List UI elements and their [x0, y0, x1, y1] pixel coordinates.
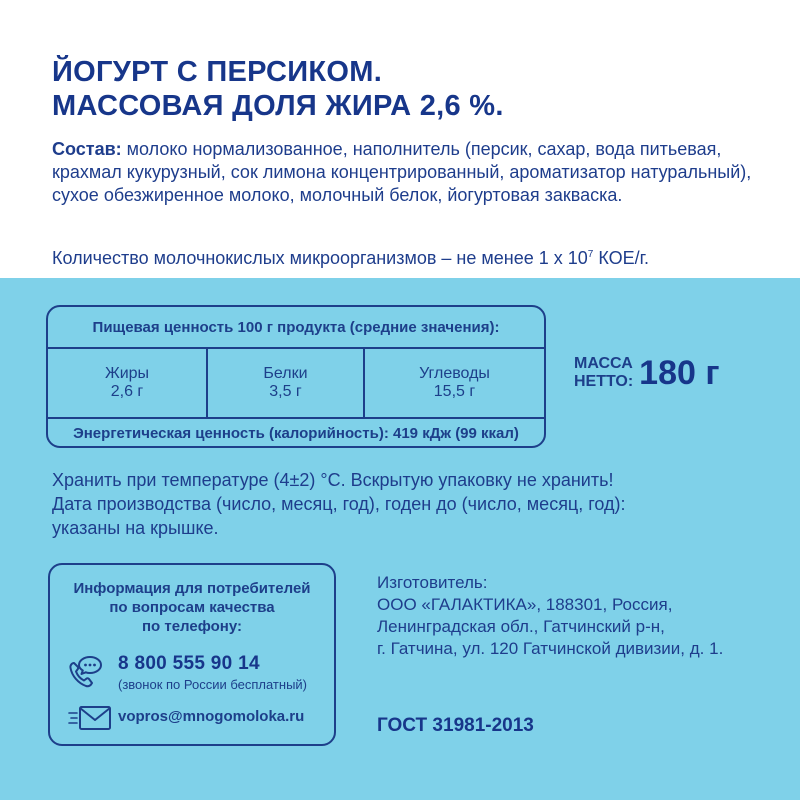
- nutrition-protein-label: Белки: [263, 365, 308, 382]
- microorganisms-text: [52, 247, 649, 270]
- microorganisms-exponent: 7: [587, 249, 594, 260]
- storage-instructions: [52, 468, 752, 540]
- consumer-phone-note: (звонок по России бесплатный): [118, 677, 308, 692]
- microorganisms-main: Количество молочнокислых микроорганизмов – не менее 1 х 10: [52, 248, 588, 268]
- composition-text: [52, 138, 752, 207]
- envelope-icon: [68, 705, 112, 731]
- net-mass-label-line-1: МАССА: [574, 354, 633, 372]
- nutrition-carbs-label: Углеводы: [419, 365, 490, 382]
- product-title-line-1: ЙОГУРТ С ПЕРСИКОМ.: [52, 56, 383, 88]
- nutrition-protein-value: 3,5 г: [269, 383, 302, 400]
- net-mass-label: [574, 355, 633, 391]
- nutrition-energy: Энергетическая ценность (калорийность): 419 кДж (99 ккал): [73, 425, 519, 442]
- microorganisms-unit: КОЕ/г.: [593, 248, 649, 268]
- nutrition-cell-fat: [48, 349, 208, 417]
- composition-label: Состав:: [52, 139, 122, 159]
- consumer-info-title-line-2: по вопросам качества: [109, 599, 275, 616]
- consumer-email[interactable]: vopros@mnogomoloka.ru: [118, 708, 305, 725]
- nutrition-carbs-value: 15,5 г: [433, 383, 476, 400]
- nutrition-header: Пищевая ценность 100 г продукта (средние значения):: [48, 307, 544, 349]
- nutrition-table: [46, 305, 546, 448]
- composition-ingredients: молоко нормализованное, наполнитель (персик, сахар, вода питьевая, крахмал кукурузный, сок лимона концентрированный, ароматизатор натуральный), сухое обезжиренное молоко, молочный белок, йогуртовая закваска.: [52, 139, 752, 205]
- nutrition-values-row: [48, 349, 544, 419]
- storage-line-3: указаны на крышке.: [52, 518, 219, 538]
- consumer-info-title-line-1: Информация для потребителей: [73, 580, 311, 597]
- net-mass-value: 180 г: [639, 354, 720, 392]
- gost-standard: ГОСТ 31981-2013: [377, 715, 534, 736]
- consumer-info-box: [48, 563, 336, 746]
- nutrition-fat-value: 2,6 г: [110, 383, 144, 400]
- nutrition-cell-carbs: [365, 349, 544, 417]
- consumer-info-title: [50, 579, 334, 636]
- consumer-info-title-line-3: по телефону:: [141, 618, 243, 635]
- manufacturer-line-4: г. Гатчина, ул. 120 Гатчинской дивизии, д. 1.: [377, 639, 724, 658]
- manufacturer-line-1: Изготовитель:: [377, 573, 488, 592]
- consumer-phone-number[interactable]: 8 800 555 90 14: [118, 653, 260, 674]
- storage-line-2: Дата производства (число, месяц, год), годен до (число, месяц, год):: [52, 494, 626, 514]
- manufacturer-line-3: Ленинградская обл., Гатчинский р-н,: [377, 617, 665, 636]
- net-mass-label-line-2: НЕТТО:: [574, 372, 634, 390]
- manufacturer-info: [377, 572, 787, 660]
- nutrition-cell-protein: [208, 349, 365, 417]
- net-mass: [574, 352, 720, 393]
- phone-chat-icon: [66, 653, 106, 691]
- product-title-line-2: МАССОВАЯ ДОЛЯ ЖИРА 2,6 %.: [52, 90, 504, 122]
- manufacturer-line-2: ООО «ГАЛАКТИКА», 188301, Россия,: [377, 595, 673, 614]
- nutrition-fat-label: Жиры: [104, 365, 150, 382]
- storage-line-1: Хранить при температуре (4±2) °С. Вскрытую упаковку не хранить!: [52, 470, 614, 490]
- product-title: [52, 55, 504, 123]
